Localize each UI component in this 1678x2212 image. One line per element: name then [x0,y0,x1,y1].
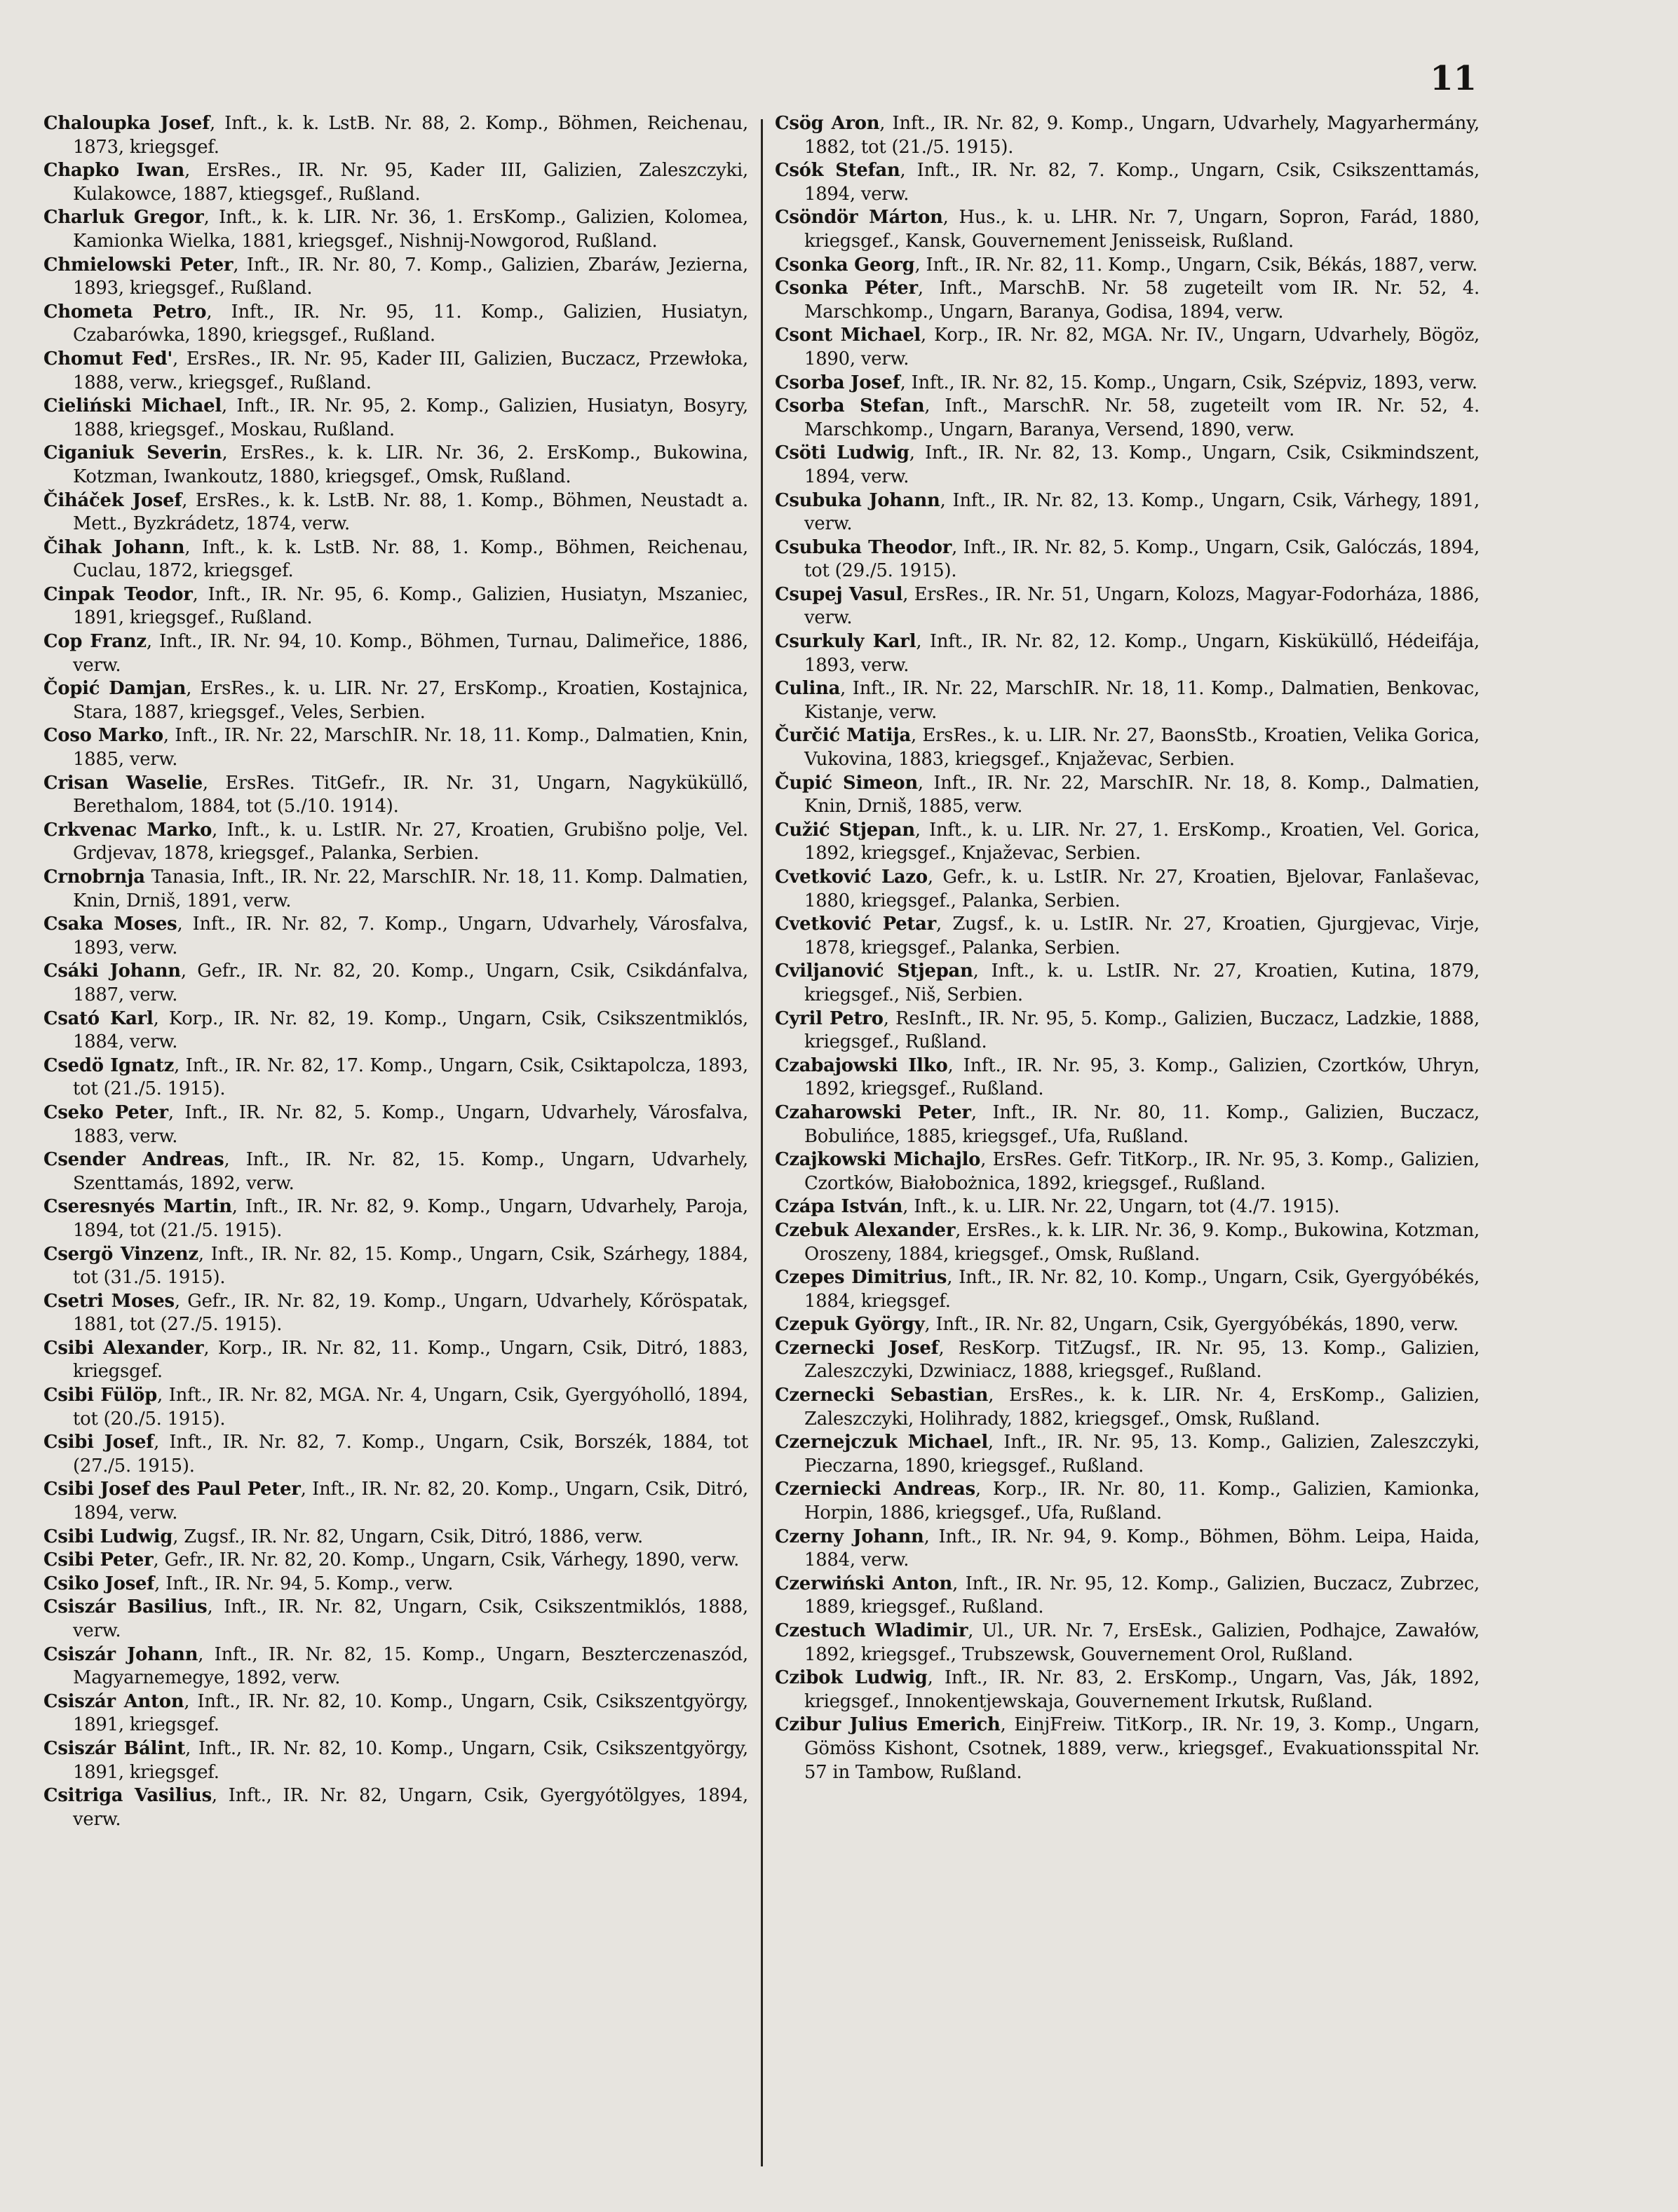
register-entry [775,772,1480,819]
entry-name: Czaharowski Peter [775,1101,971,1123]
entry-name: Csorba Stefan [775,395,925,417]
entry-details: , Ul., UR. Nr. 7, ErsEsk., Galizien, Podhajce, Zawałów, 1892, kriegsgef., Trubszewsk, Gouvernement Orol, Rußland. [804,1620,1480,1665]
register-entry [775,1526,1480,1573]
register-entry [775,254,1480,278]
entry-name: Csibi Josef des Paul Peter [43,1479,301,1500]
entry-details: , ResKorp. TitZugsf., IR. Nr. 95, 13. Komp., Galizien, Zaleszczyki, Dzwiniacz, 1888, kriegsgef., Rußland. [804,1337,1480,1383]
entry-details: , Gefr., IR. Nr. 82, 20. Komp., Ungarn, Csik, Várhegy, 1890, verw. [153,1549,740,1571]
entry-details: , ErsRes., IR. Nr. 95, Kader III, Galizien, Zaleszczyki, Kulakowce, 1887, ktiegsgef., Rußland. [73,160,748,205]
entry-details: , ResInft., IR. Nr. 95, 5. Komp., Galizien, Buczacz, Ladzkie, 1888, kriegsgef., Rußland. [804,1007,1480,1053]
entry-name: Cieliński Michael [43,395,222,417]
entry-name: Csöti Ludwig [775,442,909,464]
entry-name: Czernejczuk Michael [775,1432,988,1453]
entry-name: Čihak Johann [43,536,185,558]
register-entry [43,159,748,206]
entry-name: Csitriga Vasilius [43,1785,212,1807]
register-entry [775,442,1480,489]
entry-name: Csupej Vasul [775,583,903,605]
register-entry [775,372,1480,395]
register-entry [43,724,748,771]
register-entry [43,1195,748,1242]
entry-name: Csurkuly Karl [775,631,916,653]
entry-details: , Inft., IR. Nr. 82, 7. Komp., Ungarn, Csik, Csikszenttamás, 1894, verw. [804,160,1480,205]
right-column [775,112,1480,2180]
entry-name: Csiszár Bálint [43,1737,186,1759]
entry-details: , Inft., IR. Nr. 82, 9. Komp., Ungarn, Udvarhely, Paroja, 1894, tot (21./5. 1915). [73,1196,748,1241]
entry-details: , ErsRes. Gefr. TitKorp., IR. Nr. 95, 3. Komp., Galizien, Czortków, Białobożnica, 1892, kriegsgef., Rußland. [804,1149,1480,1194]
entry-details: , Inft., IR. Nr. 82, Ungarn, Csik, Gyergyóbékás, 1890, verw. [924,1314,1459,1336]
entry-details: , Inft., IR. Nr. 95, 12. Komp., Galizien, Buczacz, Zubrzec, 1889, kriegsgef., Rußland. [804,1573,1480,1618]
entry-name: Csonka Georg [775,254,915,276]
entry-name: Crnobrnja [43,867,145,888]
entry-name: Csiszár Johann [43,1643,198,1665]
register-entry [775,1478,1480,1525]
register-entry [775,1431,1480,1478]
entry-name: Cseresnyés Martin [43,1196,232,1218]
entry-name: Czernecki Josef [775,1337,939,1359]
entry-name: Crisan Waselie [43,772,203,794]
entry-name: Cviljanović Stjepan [775,961,973,982]
register-entry [775,1384,1480,1431]
entry-name: Csöndör Márton [775,207,943,229]
entry-details: , Inft., IR. Nr. 95, 13. Komp., Galizien, Zaleszczyki, Pieczarna, 1890, kriegsgef., Rußland. [804,1432,1480,1477]
entry-details: , Inft., MarschR. Nr. 58, zugeteilt vom IR. Nr. 52, 4. Marschkomp., Ungarn, Baranya, Versend, 1890, verw. [804,395,1480,440]
entry-name: Czápa István [775,1196,903,1218]
register-entry [775,1667,1480,1714]
entry-details: , Zugsf., IR. Nr. 82, Ungarn, Csik, Ditró, 1886, verw. [172,1526,643,1547]
entry-details: , Inft., k. u. LstIR. Nr. 27, Kroatien, Grubišno polje, Vel. Grdjevav, 1878, kriegsgef., Palanka, Serbien. [73,819,748,864]
entry-name: Csaka Moses [43,914,177,935]
entry-name: Csergö Vinzenz [43,1243,198,1265]
register-entry [775,112,1480,159]
page-number: 11 [1430,59,1477,98]
entry-name: Csubuka Johann [775,489,940,511]
entry-name: Cvetković Lazo [775,867,928,888]
register-entry [43,1690,748,1737]
entry-details: , Inft., IR. Nr. 82, Ungarn, Csik, Gyergyótölgyes, 1894, verw. [73,1785,748,1830]
entry-details: , ErsRes., k. u. LIR. Nr. 27, BaonsStb., Kroatien, Velika Gorica, Vukovina, 1883, kriegsgef., Knjaževac, Serbien. [804,725,1480,771]
entry-name: Csibi Peter [43,1549,154,1571]
register-entry [43,1243,748,1290]
entry-name: Ciganiuk Severin [43,442,222,464]
register-entry [775,395,1480,442]
entry-name: Culina [775,678,841,700]
register-entry [43,677,748,724]
entry-details: , Inft., IR. Nr. 95, 11. Komp., Galizien, Husiatyn, Czabarówka, 1890, kriegsgef., Rußland. [73,301,748,346]
entry-details: , ErsRes. TitGefr., IR. Nr. 31, Ungarn, Nagyküküllő, Berethalom, 1884, tot (5./10. 1914). [73,772,748,817]
column-divider [761,119,763,2166]
entry-details: , Korp., IR. Nr. 80, 11. Komp., Galizien, Kamionka, Horpin, 1886, kriegsgef., Ufa, Rußland. [804,1479,1480,1524]
entry-details: , Gefr., k. u. LstIR. Nr. 27, Kroatien, Bjelovar, Fanlaševac, 1880, kriegsgef., Palanka, Serbien. [804,867,1480,911]
entry-name: Chapko Iwan [43,160,185,182]
entry-details: , Inft., IR. Nr. 82, 5. Komp., Ungarn, Csik, Galóczás, 1894, tot (29./5. 1915). [804,536,1480,582]
register-entry [775,819,1480,866]
entry-details: , Inft., IR. Nr. 82, 20. Komp., Ungarn, Csik, Ditró, 1894, verw. [73,1479,748,1524]
entry-details: , Inft., IR. Nr. 82, Ungarn, Csik, Csikszentmiklós, 1888, verw. [73,1596,748,1641]
register-entry [43,913,748,960]
entry-name: Csató Karl [43,1007,154,1029]
entry-name: Czepuk György [775,1314,925,1336]
entry-details: , Inft., IR. Nr. 82, MGA. Nr. 4, Ungarn, Csik, Gyergyóholló, 1894, tot (20./5. 1915). [73,1385,748,1430]
entry-name: Csubuka Theodor [775,536,952,558]
entry-details: , Korp., IR. Nr. 82, 19. Komp., Ungarn, Csik, Csikszentmiklós, 1884, verw. [73,1007,748,1053]
entry-name: Czajkowski Michajlo [775,1149,981,1171]
entry-details: , Inft., IR. Nr. 82, 13. Komp., Ungarn, Csik, Csikmindszent, 1894, verw. [804,442,1480,487]
entry-name: Cinpak Teodor [43,583,193,605]
entry-details: , Inft., IR. Nr. 80, 7. Komp., Galizien, Zbaráw, Jezierna, 1893, kriegsgef., Rußland. [73,254,748,299]
register-entry [43,630,748,677]
entry-name: Czestuch Wladimir [775,1620,968,1641]
entry-name: Csög Aron [775,113,880,134]
register-entry [775,1620,1480,1667]
entry-name: Csibi Fülöp [43,1385,157,1406]
register-entry [43,254,748,301]
entry-details: , Inft., IR. Nr. 94, 9. Komp., Böhmen, Böhm. Leipa, Haida, 1884, verw. [804,1526,1480,1571]
register-entry [43,536,748,583]
entry-name: Čiháček Josef [43,489,182,511]
entry-details: , Inft., IR. Nr. 82, 5. Komp., Ungarn, Udvarhely, Városfalva, 1883, verw. [73,1101,748,1147]
entry-name: Csiszár Anton [43,1690,184,1712]
register-entry [775,724,1480,771]
entry-details: , Inft., k. k. LIR. Nr. 36, 1. ErsKomp., Galizien, Kolomea, Kamionka Wielka, 1881, kriegsgef., Nishnij-Nowgorod, Rußland. [73,207,748,252]
register-entry [43,866,748,913]
register-entry [43,1431,748,1478]
entry-details: , Inft., IR. Nr. 95, 6. Komp., Galizien, Husiatyn, Mszaniec, 1891, kriegsgef., Rußland. [73,583,748,629]
register-entry [775,1573,1480,1620]
entry-details: , Korp., IR. Nr. 82, MGA. Nr. IV., Ungarn, Udvarhely, Bögöz, 1890, verw. [804,325,1480,369]
register-entry [775,1714,1480,1784]
register-entry [43,1007,748,1054]
entry-details: , Inft., IR. Nr. 82, 15. Komp., Ungarn, Udvarhely, Szenttamás, 1892, verw. [73,1149,748,1194]
entry-details: , Inft., IR. Nr. 82, 12. Komp., Ungarn, Kisküküllő, Hédeifája, 1893, verw. [804,631,1480,676]
entry-name: Cyril Petro [775,1007,884,1029]
entry-name: Csáki Johann [43,961,181,982]
register-entry [43,1549,748,1573]
register-entry [43,1384,748,1431]
entry-details: , Inft., IR. Nr. 82, 15. Komp., Ungarn, Csik, Szépviz, 1893, verw. [900,372,1477,393]
register-entry [775,489,1480,536]
register-entry [775,1007,1480,1054]
entry-details: , Zugsf., k. u. LstIR. Nr. 27, Kroatien, Gjurgjevac, Virje, 1878, kriegsgef., Palanka, Serbien. [804,914,1480,958]
entry-details: , Inft., IR. Nr. 94, 10. Komp., Böhmen, Turnau, Dalimeřice, 1886, verw. [73,631,748,676]
register-entry [775,324,1480,371]
entry-name: Csedö Ignatz [43,1054,175,1076]
register-entry [775,1313,1480,1337]
entry-name: Czibok Ludwig [775,1667,928,1689]
entry-details: , ErsRes., IR. Nr. 95, Kader III, Galizien, Buczacz, Przewłoka, 1888, verw., kriegsgef., Rußland. [73,348,748,393]
entry-name: Cužić Stjepan [775,819,915,841]
register-entry [43,301,748,348]
entry-details: , ErsRes., k. k. LIR. Nr. 36, 2. ErsKomp., Bukowina, Kotzman, Iwankoutz, 1880, kriegsgef., Omsk, Rußland. [73,442,748,487]
entry-details: , Inft., IR. Nr. 83, 2. ErsKomp., Ungarn, Vas, Ják, 1892, kriegsgef., Innokentjewskaja, Gouvernement Irkutsk, Rußland. [804,1667,1480,1712]
entry-details: , ErsRes., k. k. LIR. Nr. 36, 9. Komp., Bukowina, Kotzman, Oroszeny, 1884, kriegsgef., Omsk, Rußland. [804,1219,1480,1265]
register-entry [775,1148,1480,1195]
entry-details: , Gefr., IR. Nr. 82, 19. Komp., Ungarn, Udvarhely, Kőröspatak, 1881, tot (27./5. 1915). [73,1290,748,1336]
register-entry [775,1054,1480,1101]
register-entry [775,866,1480,913]
register-entry [43,583,748,630]
entry-details: , Inft., IR. Nr. 82, 13. Komp., Ungarn, Csik, Várhegy, 1891, verw. [804,489,1480,535]
register-entry [43,1290,748,1337]
entry-details: , Inft., IR. Nr. 82, 11. Komp., Ungarn, Csik, Békás, 1887, verw. [914,254,1478,276]
register-entry [43,1784,748,1831]
entry-details: , Inft., IR. Nr. 95, 2. Komp., Galizien, Husiatyn, Bosyry, 1888, kriegsgef., Moskau, Rußland. [73,395,748,440]
entry-name: Csók Stefan [775,160,900,182]
entry-details: , Inft., IR. Nr. 22, MarschIR. Nr. 18, 11. Komp., Dalmatien, Benkovac, Kistanje, verw. [804,678,1480,723]
register-entry [43,1596,748,1643]
entry-details: , ErsRes., IR. Nr. 51, Ungarn, Kolozs, Magyar-Fodorháza, 1886, verw. [804,583,1480,629]
register-entry [775,960,1480,1007]
entry-name: Chaloupka Josef [43,113,210,134]
left-column [43,112,748,2180]
entry-name: Czerwiński Anton [775,1573,953,1594]
register-entry [775,1266,1480,1313]
entry-details: , Hus., k. u. LHR. Nr. 7, Ungarn, Sopron, Farád, 1880, kriegsgef., Kansk, Gouvernement Jenisseisk, Rußland. [804,207,1480,252]
register-entry [43,1573,748,1596]
entry-name: Czerny Johann [775,1526,924,1547]
entry-details: , Inft., k. u. LstIR. Nr. 27, Kroatien, Kutina, 1879, kriegsgef., Niš, Serbien. [804,961,1480,1005]
entry-details: , Inft., k. k. LstB. Nr. 88, 1. Komp., Böhmen, Reichenau, Cuclau, 1872, kriegsgef. [73,536,748,582]
entry-details: , EinjFreiw. TitKorp., IR. Nr. 19, 3. Komp., Ungarn, Gömöss Kishont, Csotnek, 1889, verw., kriegsgef., Evakuationsspital Nr. 57 in Tambow, Rußland. [804,1714,1480,1783]
register-entry [43,348,748,395]
entry-details: Tanasia, Inft., IR. Nr. 22, MarschIR. Nr. 18, 11. Komp. Dalmatien, Knin, Drniš, 1891, verw. [73,867,748,911]
register-entry [43,1054,748,1101]
entry-name: Csender Andreas [43,1149,224,1171]
entry-details: , ErsRes., k. k. LIR. Nr. 4, ErsKomp., Galizien, Zaleszczyki, Holihrady, 1882, kriegsgef., Omsk, Rußland. [804,1385,1480,1430]
register-entry [43,206,748,253]
register-entry [775,277,1480,324]
register-entry [775,1219,1480,1266]
register-entry [43,1526,748,1549]
entry-details: , Inft., IR. Nr. 82, 9. Komp., Ungarn, Udvarhely, Magyarhermány, 1882, tot (21./5. 1915). [804,113,1480,158]
entry-name: Csetri Moses [43,1290,175,1312]
entry-details: , Inft., IR. Nr. 82, 7. Komp., Ungarn, Udvarhely, Városfalva, 1893, verw. [73,914,748,958]
entry-name: Csorba Josef [775,372,900,393]
register-entry [43,489,748,536]
entry-details: , Inft., IR. Nr. 95, 3. Komp., Galizien, Czortków, Uhryn, 1892, kriegsgef., Rußland. [804,1054,1480,1100]
entry-details: , ErsRes., k. k. LstB. Nr. 88, 1. Komp., Böhmen, Neustadt a. Mett., Byzkrádetz, 1874, verw. [73,489,748,535]
register-entry [775,1195,1480,1219]
entry-name: Chmielowski Peter [43,254,234,276]
entry-name: Čopić Damjan [43,678,187,700]
entry-details: , Inft., IR. Nr. 22, MarschIR. Nr. 18, 8. Komp., Dalmatien, Knin, Drniš, 1885, verw. [804,772,1480,817]
entry-name: Cop Franz [43,631,147,653]
entry-details: , Inft., IR. Nr. 80, 11. Komp., Galizien, Buczacz, Bobulińce, 1885, kriegsgef., Ufa, Rußland. [804,1101,1480,1147]
register-entry [775,913,1480,960]
register-entry [775,536,1480,583]
register-entry [43,442,748,489]
entry-details: , Inft., IR. Nr. 82, 10. Komp., Ungarn, Csik, Csikszentgyörgy, 1891, kriegsgef. [73,1737,748,1783]
entry-details: , Inft., IR. Nr. 82, 17. Komp., Ungarn, Csik, Csiktapolcza, 1893, tot (21./5. 1915). [73,1054,748,1100]
register-entry [775,1101,1480,1148]
entry-details: , Inft., k. u. LIR. Nr. 22, Ungarn, tot (4./7. 1915). [902,1196,1340,1218]
register-entry [43,112,748,159]
register-entry [43,395,748,442]
register-entry [43,819,748,866]
register-entry [43,960,748,1007]
register-entry [775,677,1480,724]
entry-name: Csibi Alexander [43,1337,204,1359]
register-entry [775,206,1480,253]
entry-name: Chometa Petro [43,301,207,323]
entry-details: , Inft., k. k. LstB. Nr. 88, 2. Komp., Böhmen, Reichenau, 1873, kriegsgef. [73,113,748,158]
register-entry [43,1478,748,1525]
entry-name: Czerniecki Andreas [775,1479,975,1500]
entry-details: , Inft., k. u. LIR. Nr. 27, 1. ErsKomp., Kroatien, Vel. Gorica, 1892, kriegsgef., Knjaževac, Serbien. [804,819,1480,864]
register-entry [775,1337,1480,1384]
register-entry [43,1101,748,1148]
entry-name: Crkvenac Marko [43,819,212,841]
entry-name: Čurčić Matija [775,725,911,747]
register-entry [775,583,1480,630]
entry-name: Coso Marko [43,725,163,747]
entry-name: Csiszár Basilius [43,1596,208,1618]
entry-details: , Inft., IR. Nr. 82, 10. Komp., Ungarn, Csik, Gyergyóbékés, 1884, kriegsgef. [804,1267,1480,1312]
entry-name: Chomut Fed' [43,348,173,369]
entry-name: Czernecki Sebastian [775,1385,989,1406]
entry-name: Czebuk Alexander [775,1219,956,1241]
entry-name: Charluk Gregor [43,207,204,229]
entry-name: Csiko Josef [43,1573,155,1594]
entry-details: , Inft., MarschB. Nr. 58 zugeteilt vom IR. Nr. 52, 4. Marschkomp., Ungarn, Baranya, Godisa, 1894, verw. [804,278,1480,323]
entry-details: , ErsRes., k. u. LIR. Nr. 27, ErsKomp., Kroatien, Kostajnica, Stara, 1887, kriegsgef., Veles, Serbien. [73,678,748,723]
register-entry [43,1737,748,1784]
entry-name: Csont Michael [775,325,921,346]
entry-details: , Inft., IR. Nr. 94, 5. Komp., verw. [154,1573,454,1594]
register-entry [43,772,748,819]
entry-name: Czibur Julius Emerich [775,1714,1001,1736]
register-entry [43,1148,748,1195]
register-entry [43,1643,748,1690]
entry-details: , Inft., IR. Nr. 82, 10. Komp., Ungarn, Csik, Csikszentgyörgy, 1891, kriegsgef. [73,1690,748,1736]
entry-name: Csibi Ludwig [43,1526,173,1547]
entry-name: Cvetković Petar [775,914,937,935]
entry-details: , Inft., IR. Nr. 22, MarschIR. Nr. 18, 11. Komp., Dalmatien, Knin, 1885, verw. [73,725,748,771]
register-entry [775,159,1480,206]
entry-name: Čupić Simeon [775,772,918,794]
entry-name: Csibi Josef [43,1432,154,1453]
entry-details: , Inft., IR. Nr. 82, 15. Komp., Ungarn, Csik, Szárhegy, 1884, tot (31./5. 1915). [73,1243,748,1289]
entry-details: , Gefr., IR. Nr. 82, 20. Komp., Ungarn, Csik, Csikdánfalva, 1887, verw. [73,961,748,1005]
entry-details: , Inft., IR. Nr. 82, 7. Komp., Ungarn, Csik, Borszék, 1884, tot (27./5. 1915). [73,1432,748,1477]
entry-name: Czepes Dimitrius [775,1267,947,1289]
entry-name: Czabajowski Ilko [775,1054,948,1076]
entry-details: , Korp., IR. Nr. 82, 11. Komp., Ungarn, Csik, Ditró, 1883, kriegsgef. [73,1337,748,1383]
entry-name: Cseko Peter [43,1101,168,1123]
register-entry [775,630,1480,677]
entry-details: , Inft., IR. Nr. 82, 15. Komp., Ungarn, Beszterczenaszód, Magyarnemegye, 1892, verw. [73,1643,748,1689]
register-entry [43,1337,748,1384]
entry-name: Csonka Péter [775,278,918,299]
